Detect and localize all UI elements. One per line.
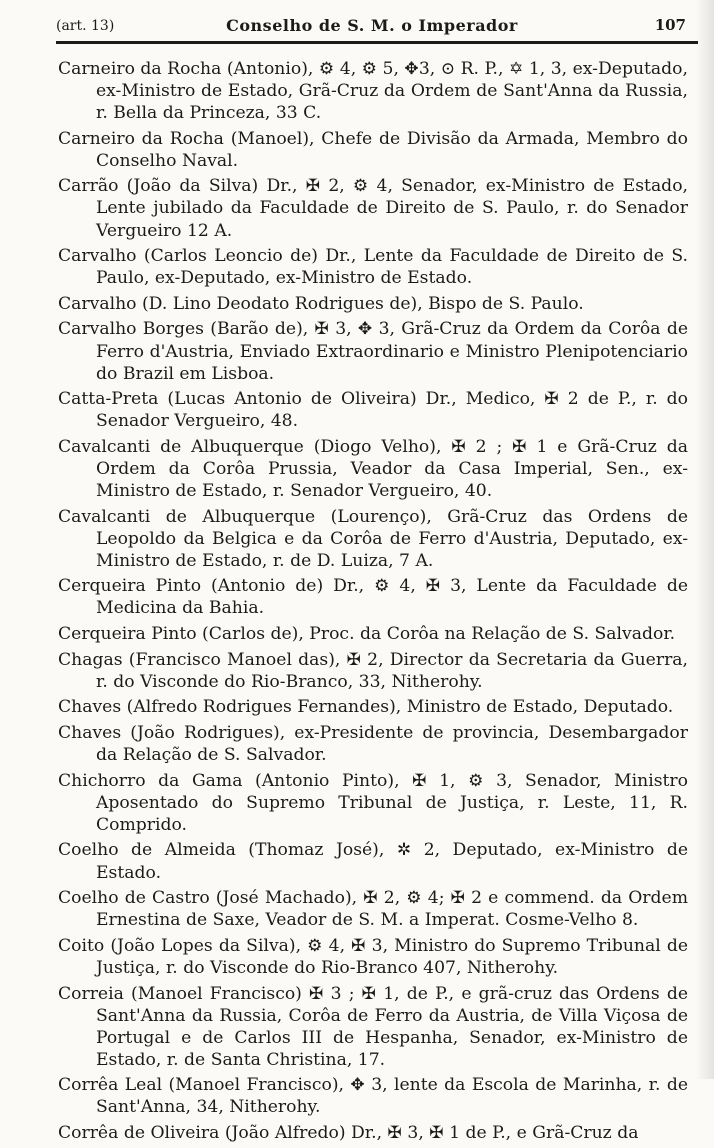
header-rule [56,41,698,44]
list-item: Corrêa Leal (Manoel Francisco), ✥ 3, lente da Escola de Marinha, r. de Sant'Anna, 34, Nitherohy. [58,1075,688,1118]
list-item: Cavalcanti de Albuquerque (Lourenço), Grã-Cruz das Ordens de Leopoldo da Belgica e da Corôa de Ferro d'Austria, Deputado, ex-Ministro de Estado, r. de D. Luiza, 7 A. [58,506,688,571]
list-item: Coito (João Lopes da Silva), ⚙ 4, ✠ 3, Ministro do Supremo Tribunal de Justiça, r. do Visconde do Rio-Branco 407, Nitherohy. [58,935,688,978]
page-edge-shadow [696,0,714,1079]
list-item: Carvalho (Carlos Leoncio de) Dr., Lente da Faculdade de Direito de S. Paulo, ex-Deputado, ex-Ministro de Estado. [58,246,688,289]
list-item: Coelho de Almeida (Thomaz José), ✲ 2, Deputado, ex-Ministro de Estado. [58,840,688,883]
page-title: Conselho de S. M. o Imperador [226,16,518,35]
list-item: Carrão (João da Silva) Dr., ✠ 2, ⚙ 4, Senador, ex-Ministro de Estado, Lente jubilado da Faculdade de Direito de S. Paulo, r. do Senador Vergueiro 12 A. [58,176,688,241]
list-item: Carneiro da Rocha (Antonio), ⚙ 4, ⚙ 5, ✥3, ⊙ R. P., ✡ 1, 3, ex-Deputado, ex-Ministro de Estado, Grã-Cruz da Ordem de Sant'Anna da Russia, r. Bella da Princeza, 33 C. [58,59,688,124]
list-item: Chaves (João Rodrigues), ex-Presidente de provincia, Desembargador da Relação de S. Salvador. [58,723,688,766]
list-item: Chichorro da Gama (Antonio Pinto), ✠ 1, ⚙ 3, Senador, Ministro Aposentado do Supremo Tribunal de Justiça, r. Leste, 11, R. Comprido. [58,770,688,835]
list-item: Chagas (Francisco Manoel das), ✠ 2, Director da Secretaria da Guerra, r. do Visconde do Rio-Branco, 33, Nitherohy. [58,649,688,692]
list-item: Catta-Preta (Lucas Antonio de Oliveira) Dr., Medico, ✠ 2 de P., r. do Senador Vergueiro, 48. [58,389,688,432]
page-header [52,14,692,38]
list-item: Chaves (Alfredo Rodrigues Fernandes), Ministro de Estado, Deputado. [58,697,674,718]
entry-list [58,58,688,1148]
list-item: Corrêa de Oliveira (João Alfredo) Dr., ✠ 3, ✠ 1 de P., e Grã-Cruz da [58,1122,639,1143]
list-item: Cavalcanti de Albuquerque (Diogo Velho), ✠ 2 ; ✠ 1 e Grã-Cruz da Ordem da Corôa Prussia, Veador da Casa Imperial, Sen., ex-Ministro de Estado, r. Senador Vergueiro, 40. [58,436,688,501]
list-item: Carneiro da Rocha (Manoel), Chefe de Divisão da Armada, Membro do Conselho Naval. [58,128,688,171]
section-reference: (art. 13) [56,18,115,34]
list-item: Correia (Manoel Francisco) ✠ 3 ; ✠ 1, de P., e grã-cruz das Ordens de Sant'Anna da Russia, Corôa de Ferro da Austria, de Villa Viçosa de Portugal e de Carlos III de Hespanha, Senador, ex-Ministro de Estado, r. de Santa Christina, 17. [58,983,688,1070]
list-item: Carvalho (D. Lino Deodato Rodrigues de), Bispo de S. Paulo. [58,293,584,314]
list-item: Cerqueira Pinto (Antonio de) Dr., ⚙ 4, ✠ 3, Lente da Faculdade de Medicina da Bahia. [58,576,688,619]
list-item: Coelho de Castro (José Machado), ✠ 2, ⚙ 4; ✠ 2 e commend. da Ordem Ernestina de Saxe, Veador de S. M. a Imperat. Cosme-Velho 8. [58,888,688,931]
list-item: Carvalho Borges (Barão de), ✠ 3, ✥ 3, Grã-Cruz da Ordem da Corôa de Ferro d'Austria, Enviado Extraordinario e Ministro Plenipotenciario do Brazil em Lisboa. [58,319,688,384]
list-item: Cerqueira Pinto (Carlos de), Proc. da Corôa na Relação de S. Salvador. [58,624,676,645]
page-number: 107 [654,16,686,34]
